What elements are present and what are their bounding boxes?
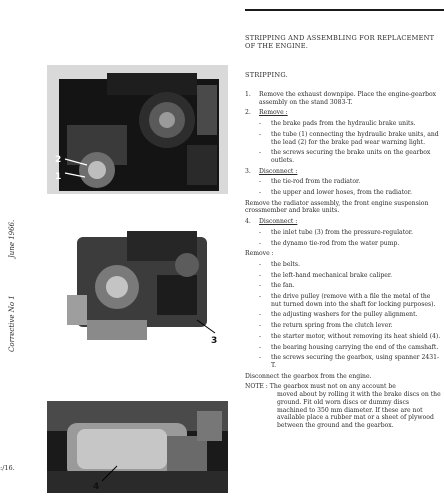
- list-item-text: the dynamo tie-rod from the water pump.: [271, 239, 400, 247]
- step-2: [245, 109, 441, 117]
- sidebar-document-ref: Corrective No 1: [8, 295, 16, 352]
- list-item-text: the bearing housing carrying the end of the camshaft.: [271, 343, 439, 351]
- dash-bullet: -: [259, 120, 262, 128]
- callout-label-2: 2: [55, 155, 62, 165]
- list-item: [245, 178, 441, 186]
- dash-bullet: -: [259, 189, 262, 197]
- list-item: [245, 189, 441, 197]
- list-item: [245, 333, 441, 341]
- step-1: [245, 91, 441, 106]
- photo-engine-side: [47, 225, 228, 348]
- list-item: [245, 272, 441, 280]
- list-item: [245, 344, 441, 352]
- page-number: :/16.: [0, 464, 15, 472]
- step-number: 3.: [245, 167, 251, 175]
- list-item: [245, 261, 441, 269]
- dash-bullet: -: [259, 311, 262, 319]
- step-3: [245, 168, 441, 176]
- dash-bullet: -: [259, 332, 262, 340]
- list-item: [245, 293, 441, 308]
- note-first-line: The gearbox must not on any account be: [269, 383, 396, 391]
- step-number: 1.: [245, 91, 251, 98]
- dash-bullet: -: [259, 239, 262, 247]
- dash-bullet: -: [259, 260, 262, 268]
- list-item: [245, 354, 441, 369]
- callout-label-4: 4: [93, 482, 100, 492]
- step-number: 4.: [245, 218, 251, 226]
- dash-bullet: -: [259, 354, 262, 362]
- step-heading: Remove :: [259, 109, 288, 117]
- list-item-text: the left-hand mechanical brake caliper.: [271, 271, 393, 279]
- dash-bullet: -: [259, 343, 262, 351]
- page-title: STRIPPING AND ASSEMBLING FOR REPLACEMENT OF THE ENGINE.: [245, 34, 435, 51]
- step-number: 2.: [245, 109, 251, 117]
- photo-engine-front: [47, 65, 228, 194]
- dash-bullet: -: [259, 293, 262, 301]
- list-item: [245, 149, 441, 164]
- sidebar-date: June 1966.: [8, 219, 16, 258]
- step-4: [245, 218, 441, 226]
- dash-bullet: -: [259, 130, 262, 138]
- paragraph: Remove the radiator assembly, the front engine suspension crossmember and brake units.: [245, 199, 429, 215]
- note: [245, 383, 441, 429]
- list-item-text: the belts.: [271, 260, 300, 268]
- list-item-text: the adjusting washers for the pulley alignment.: [271, 311, 418, 319]
- step-heading: Disconnect :: [259, 167, 298, 175]
- list-item-text: the upper and lower hoses, from the radiator.: [271, 189, 412, 197]
- photo-starter-motor: [47, 401, 228, 493]
- list-item: [245, 229, 441, 237]
- callout-label-3: 3: [211, 336, 218, 346]
- list-item-text: the starter motor, without removing its heat shield (4).: [271, 332, 441, 340]
- paragraph: Disconnect the gearbox from the engine.: [245, 372, 372, 380]
- remove-heading: Remove :: [245, 250, 274, 258]
- list-item: [245, 322, 441, 330]
- top-rule: [245, 9, 444, 11]
- callout-label-1: 1: [55, 172, 62, 182]
- step-heading: Disconnect :: [259, 218, 298, 226]
- dash-bullet: -: [259, 271, 262, 279]
- note-text: moved about by rolling it with the brake discs on the ground. Fit old worn discs or dummy discs machined to 350 mm diameter. If these are not available place a rubber mat or a sheet of plywood between the ground and the gearbox.: [277, 391, 441, 429]
- list-item-text: the return spring from the clutch lever.: [271, 322, 393, 330]
- list-item-text: the inlet tube (3) from the pressure-regulator.: [271, 228, 413, 236]
- list-item: [245, 120, 441, 128]
- dash-bullet: -: [259, 228, 262, 236]
- list-item-text: the screws securing the gearbox, using spanner 2431-T.: [271, 354, 440, 369]
- note-label: NOTE :: [245, 383, 268, 391]
- dash-bullet: -: [259, 149, 262, 157]
- instructions: [245, 91, 441, 430]
- dash-bullet: -: [259, 178, 262, 186]
- list-item-text: the brake pads from the hydraulic brake units.: [271, 120, 416, 128]
- list-item-text: the fan.: [271, 282, 295, 290]
- list-item: [245, 131, 441, 146]
- dash-bullet: -: [259, 322, 262, 330]
- dash-bullet: -: [259, 282, 262, 290]
- step-text: Remove the exhaust downpipe. Place the engine-gearbox assembly on the stand 3083-T.: [259, 91, 437, 106]
- section-heading: STRIPPING.: [245, 71, 288, 79]
- list-item-text: the drive pulley (remove with a file the metal of the nut turned down into the shaft for locking purposes).: [271, 293, 436, 308]
- list-item-text: the tube (1) connecting the hydraulic brake units, and the lead (2) for the brake pad wear warning light.: [271, 130, 439, 146]
- list-item-text: the tie-rod from the radiator.: [271, 178, 361, 186]
- list-item: [245, 311, 441, 319]
- list-item-text: the screws securing the brake units on the gearbox outlets.: [271, 149, 431, 164]
- list-item: [245, 282, 441, 290]
- list-item: [245, 240, 441, 248]
